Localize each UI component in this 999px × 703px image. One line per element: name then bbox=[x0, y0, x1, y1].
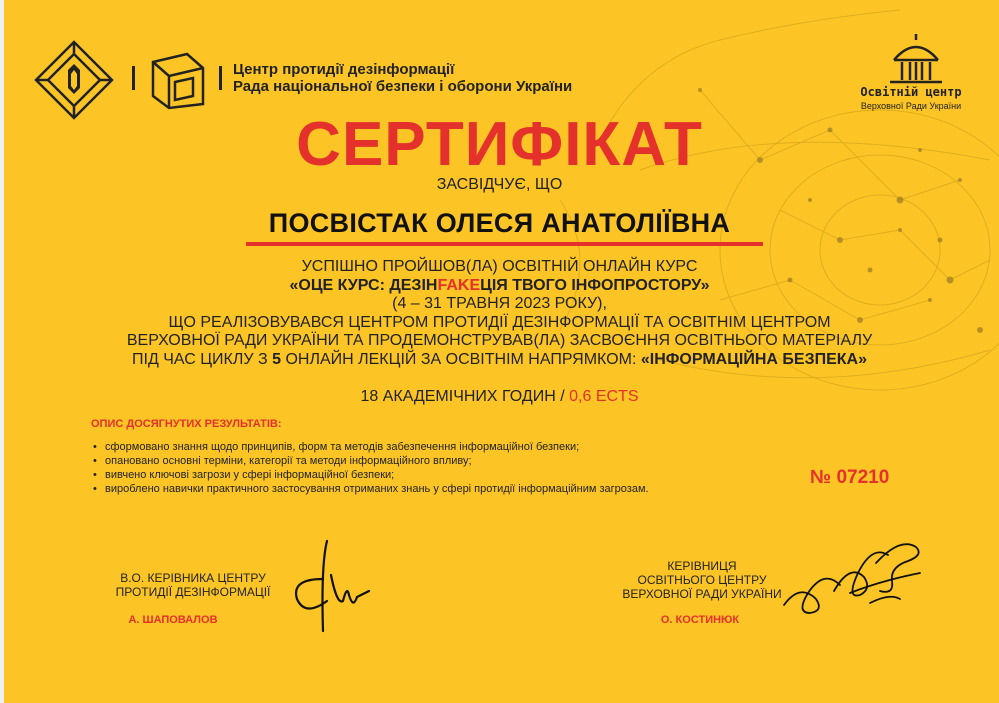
recipient-underline bbox=[246, 242, 763, 246]
edu-center-title: Освітній центр bbox=[860, 85, 962, 99]
left-signatory-name: А. ШАПОВАЛОВ bbox=[128, 614, 218, 626]
right-signatory-name: О. КОСТИНЮК bbox=[660, 614, 740, 626]
edu-center-subtitle: Верховної Ради України bbox=[860, 101, 962, 111]
divider bbox=[132, 66, 135, 90]
list-item: • опановано основні терміни, категорії та методи інформаційного впливу; bbox=[93, 454, 649, 468]
body-line: ПІД ЧАС ЦИКЛУ З 5 ОНЛАЙН ЛЕКЦІЙ ЗА ОСВІТНІМ НАПРЯМКОМ: «ІНФОРМАЦІЙНА БЕЗПЕКА» bbox=[132, 350, 867, 368]
right-signature-image bbox=[780, 533, 925, 623]
certificate-title: СЕРТИФІКАТ bbox=[296, 110, 703, 179]
divider bbox=[219, 66, 222, 90]
results-heading: ОПИС ДОСЯГНУТИХ РЕЗУЛЬТАТІВ: bbox=[91, 418, 282, 430]
recipient-name: ПОСВІСТАК ОЛЕСЯ АНАТОЛІЇВНА bbox=[268, 208, 731, 238]
nsdc-emblem-icon bbox=[32, 38, 116, 122]
results-list bbox=[93, 440, 649, 496]
academic-hours: 18 АКАДЕМІЧНИХ ГОДИН / 0,6 ECTS bbox=[360, 388, 639, 405]
org-name bbox=[233, 61, 572, 95]
cpd-cube-logo-icon bbox=[147, 50, 209, 112]
org-name-line1: Центр протидії дезінформації bbox=[233, 61, 455, 78]
list-item: • вивчено ключові загрози у сфері інформаційної безпеки; bbox=[93, 468, 649, 482]
certificate-subtitle: ЗАСВІДЧУЄ, ЩО bbox=[436, 176, 563, 193]
list-item: • вироблено навички практичного застосування отриманих знань у сфері протидії інформаційним загрозам. bbox=[93, 482, 649, 496]
right-signatory-role: КЕРІВНИЦЯ ОСВІТНЬОГО ЦЕНТРУ ВЕРХОВНОЇ РАДИ УКРАЇНИ bbox=[622, 559, 782, 601]
study-direction: «ІНФОРМАЦІЙНА БЕЗПЕКА» bbox=[640, 350, 867, 368]
body-line: ВЕРХОВНОЇ РАДИ УКРАЇНИ ТА ПРОДЕМОНСТРУВАВ(ЛА) ЗАСВОЄННЯ ОСВІТНЬОГО МАТЕРІАЛУ bbox=[126, 332, 873, 350]
left-signatory-role: В.О. КЕРІВНИКА ЦЕНТРУ ПРОТИДІЇ ДЕЗІНФОРМАЦІЇ bbox=[115, 571, 271, 599]
certificate-body bbox=[0, 258, 999, 370]
body-line: ЩО РЕАЛІЗОВУВАВСЯ ЦЕНТРОМ ПРОТИДІЇ ДЕЗІНФОРМАЦІЇ ТА ОСВІТНІМ ЦЕНТРОМ bbox=[168, 313, 831, 331]
org-name-line2: Рада національної безпеки і оборони України bbox=[233, 78, 573, 95]
list-item: • сформовано знання щодо принципів, форм та методів забезпечення інформаційної безпеки; bbox=[93, 440, 649, 454]
lecture-count: 5 bbox=[272, 350, 281, 368]
course-name: «ОЦЕ КУРС: ДЕЗІНFAKEЦІЯ ТВОГО ІНФОПРОСТОРУ» bbox=[289, 276, 710, 294]
left-signature-image bbox=[283, 535, 375, 637]
course-dates: (4 – 31 ТРАВНЯ 2023 РОКУ), bbox=[392, 295, 607, 313]
body-line: УСПІШНО ПРОЙШОВ(ЛА) ОСВІТНІЙ ОНЛАЙН КУРС bbox=[301, 258, 698, 275]
parliament-building-icon bbox=[880, 30, 952, 88]
certificate-number: № 07210 bbox=[810, 467, 890, 488]
course-fake-word: FAKE bbox=[437, 276, 481, 294]
ects-credits: 0,6 ECTS bbox=[569, 388, 639, 405]
